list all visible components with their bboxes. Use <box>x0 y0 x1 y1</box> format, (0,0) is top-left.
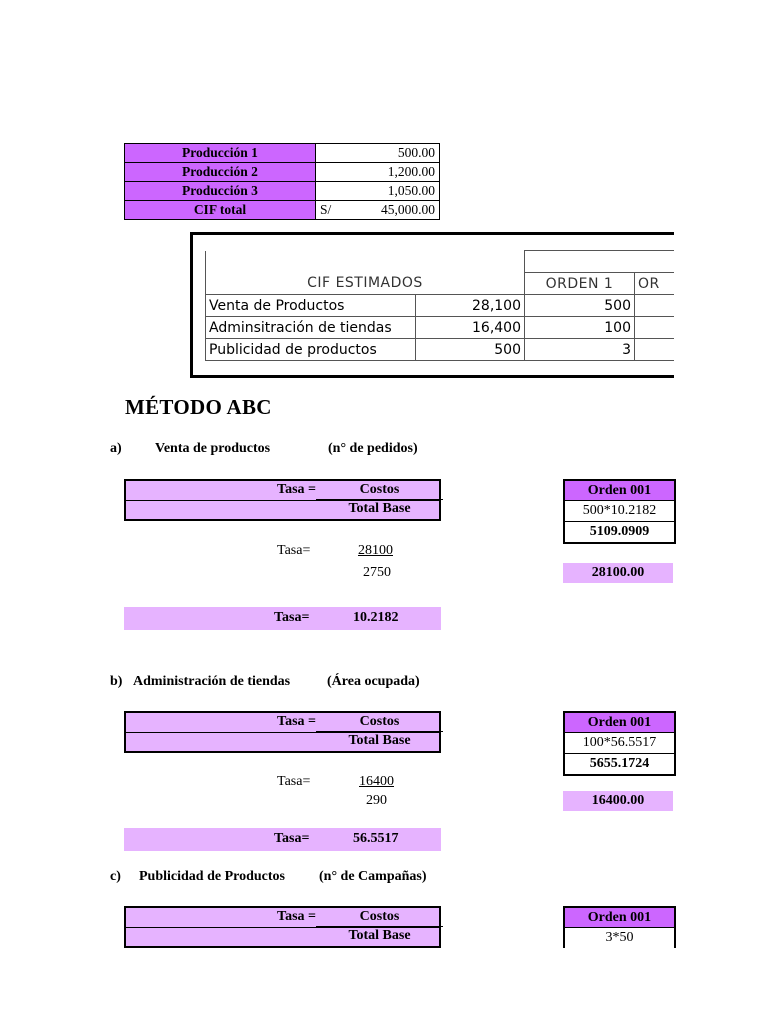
table-row <box>206 317 675 339</box>
section-name: Publicidad de Productos <box>139 869 285 884</box>
orden-result: 5109.0909 <box>565 521 674 542</box>
orden-sum-b: 16400.00 <box>563 791 673 811</box>
tasa-result-value: 56.5517 <box>353 831 399 846</box>
col-orden-1: ORDEN 1 <box>525 273 635 295</box>
table-row <box>125 182 440 201</box>
orden-formula: 500*10.2182 <box>582 503 657 518</box>
table-row <box>125 144 440 163</box>
orden-box-a <box>563 479 676 544</box>
tasa-fraction-label: Tasa= <box>277 543 311 558</box>
section-b-heading <box>110 674 420 690</box>
production-label: Producción 3 <box>125 182 316 201</box>
orden-formula: 3*50 <box>605 930 634 945</box>
production-label: Producción 1 <box>125 144 316 163</box>
cif-row-orden1: 3 <box>525 339 635 361</box>
orden-result: 5655.1724 <box>565 753 674 774</box>
cif-row-name: Venta de Productos <box>206 295 416 317</box>
tasa-formula-box-b <box>124 711 441 753</box>
cif-row-orden1: 500 <box>525 295 635 317</box>
tasa-result-bar-a <box>124 607 441 630</box>
section-basis: (n° de pedidos) <box>328 441 418 456</box>
tasa-result-label: Tasa= <box>274 610 310 625</box>
orden-header: Orden 001 <box>565 481 674 501</box>
orden-header: Orden 001 <box>565 908 674 928</box>
orden-box-c <box>563 906 676 948</box>
costos-label: Costos <box>316 714 443 732</box>
tasa-result-bar-b <box>124 828 441 851</box>
cif-row-total: 500 <box>416 339 525 361</box>
total-base-label: Total Base <box>348 733 411 748</box>
tasa-numerator: 28100 <box>358 543 393 558</box>
section-name: Administración de tiendas <box>133 674 291 689</box>
production-value: 1,200.00 <box>316 163 440 182</box>
orden-formula: 100*56.5517 <box>582 735 657 750</box>
orden-sum-a: 28100.00 <box>563 563 673 583</box>
cif-table <box>205 250 674 361</box>
orden-header: Orden 001 <box>565 713 674 733</box>
tasa-denominator: 290 <box>366 793 387 808</box>
cif-total-value: S/ 45,000.00 <box>316 201 440 220</box>
tasa-formula-box-a <box>124 479 441 521</box>
section-mark: c) <box>110 869 121 884</box>
section-mark: b) <box>110 674 123 689</box>
production-table <box>124 143 440 220</box>
cif-row-name: Publicidad de productos <box>206 339 416 361</box>
table-row <box>125 201 440 220</box>
cif-row-orden2 <box>635 317 675 339</box>
tasa-result-label: Tasa= <box>274 831 310 846</box>
section-basis: (Área ocupada) <box>327 674 420 689</box>
cif-row-orden2 <box>635 295 675 317</box>
costos-label: Costos <box>316 482 443 500</box>
cif-header-row <box>206 273 675 295</box>
page-title: MÉTODO ABC <box>125 395 272 419</box>
cif-total-label: CIF total <box>125 201 316 220</box>
section-name: Venta de productos <box>155 441 271 456</box>
cif-row-total: 16,400 <box>416 317 525 339</box>
tasa-denominator: 2750 <box>363 565 391 580</box>
tasa-formula-box-c <box>124 906 441 948</box>
section-c-heading <box>110 869 427 885</box>
tasa-eq: Tasa = <box>277 909 316 924</box>
production-value: 1,050.00 <box>316 182 440 201</box>
production-value: 500.00 <box>316 144 440 163</box>
table-row <box>206 295 675 317</box>
cif-estimados-image <box>190 232 674 378</box>
section-mark: a) <box>110 441 122 456</box>
cif-frame <box>190 232 674 378</box>
costos-label: Costos <box>316 909 443 927</box>
cif-row-orden1: 100 <box>525 317 635 339</box>
section-basis: (n° de Campañas) <box>319 869 427 884</box>
section-a-heading <box>110 441 418 457</box>
table-row <box>206 339 675 361</box>
total-base-label: Total Base <box>348 501 411 516</box>
tasa-numerator: 16400 <box>359 774 394 789</box>
cif-header-label: CIF ESTIMADOS <box>206 273 525 295</box>
tasa-eq: Tasa = <box>277 714 316 729</box>
tasa-eq: Tasa = <box>277 482 316 497</box>
total-base-label: Total Base <box>348 928 411 943</box>
cif-row-name: Adminsitración de tiendas <box>206 317 416 339</box>
orden-box-b <box>563 711 676 776</box>
table-row <box>125 163 440 182</box>
col-orden-2: OR <box>635 273 675 295</box>
cif-row-orden2 <box>635 339 675 361</box>
production-label: Producción 2 <box>125 163 316 182</box>
tasa-result-value: 10.2182 <box>353 610 399 625</box>
cif-row-total: 28,100 <box>416 295 525 317</box>
tasa-fraction-label: Tasa= <box>277 774 311 789</box>
